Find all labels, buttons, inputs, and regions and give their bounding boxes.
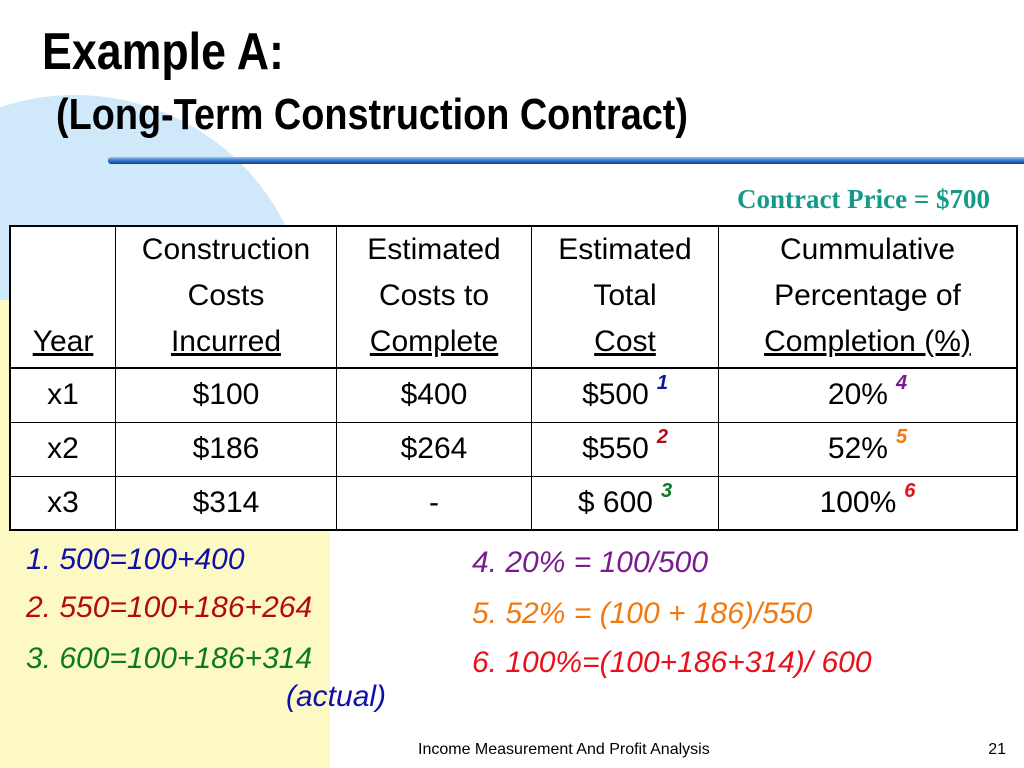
total-cost-value: $ 600 — [577, 485, 653, 519]
percentage-value: 20% — [827, 378, 888, 412]
total-cost-value: $500 — [582, 378, 649, 412]
header-line: Complete — [369, 325, 499, 358]
header-line: Costs — [187, 279, 265, 312]
header-total-cost — [532, 226, 719, 368]
footnote-ref: 1 — [656, 372, 668, 395]
cell-percentage — [719, 422, 1018, 476]
cell-total-cost — [532, 368, 719, 422]
header-line: Cost — [594, 325, 656, 358]
cell-total-cost — [532, 476, 719, 530]
header-line: Percentage of — [774, 279, 961, 312]
table-header-row — [10, 226, 1017, 368]
note-3: 3. 600=100+186+314 — [26, 642, 313, 675]
header-line: Costs to — [378, 279, 490, 312]
cell-percentage — [719, 476, 1018, 530]
cell-costs-incurred: $314 — [116, 476, 337, 530]
cell-total-cost — [532, 422, 719, 476]
header-percentage-completion — [719, 226, 1018, 368]
cell-costs-to-complete: $264 — [337, 422, 532, 476]
title-divider — [108, 157, 1024, 164]
header-line: Incurred — [170, 325, 282, 358]
cell-year: x1 — [10, 368, 116, 422]
header-year — [10, 226, 116, 368]
table-row — [10, 422, 1017, 476]
cell-year: x3 — [10, 476, 116, 530]
total-cost-value: $550 — [582, 432, 649, 465]
header-line: Estimated — [558, 233, 692, 266]
slide-title: Example A: — [42, 23, 284, 81]
header-year-label: Year — [32, 325, 94, 358]
header-costs-incurred — [116, 226, 337, 368]
contract-table — [9, 225, 1018, 531]
page-number: 21 — [988, 741, 1006, 758]
footnote-ref: 2 — [656, 426, 668, 448]
header-costs-to-complete — [337, 226, 532, 368]
cell-year: x2 — [10, 422, 116, 476]
header-line: Cummulative — [779, 233, 956, 266]
note-1: 1. 500=100+400 — [26, 543, 245, 576]
cell-costs-incurred: $186 — [116, 422, 337, 476]
table-row — [10, 476, 1017, 530]
cell-costs-to-complete: - — [337, 476, 532, 530]
header-line: Construction — [141, 233, 311, 266]
header-line: Estimated — [367, 233, 501, 266]
cell-percentage — [719, 368, 1018, 422]
table-row — [10, 368, 1017, 422]
note-6: 6. 100%=(100+186+314)/ 600 — [472, 646, 872, 679]
header-line: Total — [593, 279, 657, 312]
note-2: 2. 550=100+186+264 — [26, 591, 313, 624]
footnote-ref: 4 — [895, 372, 908, 395]
footnote-ref: 3 — [660, 479, 673, 502]
percentage-value: 52% — [827, 432, 888, 465]
cell-costs-incurred: $100 — [116, 368, 337, 422]
slide-subtitle: (Long-Term Construction Contract) — [56, 90, 689, 139]
contract-price-label: Contract Price = $700 — [736, 184, 990, 214]
note-4: 4. 20% = 100/500 — [472, 546, 709, 579]
header-line: Completion (%) — [764, 325, 971, 358]
note-3-continuation: (actual) — [286, 680, 387, 713]
footnote-ref: 5 — [895, 426, 908, 448]
slide-footer: Income Measurement And Profit Analysis — [418, 741, 710, 758]
cell-costs-to-complete: $400 — [337, 368, 532, 422]
footnote-ref: 6 — [904, 479, 916, 502]
percentage-value: 100% — [819, 485, 897, 519]
note-5: 5. 52% = (100 + 186)/550 — [472, 597, 813, 630]
